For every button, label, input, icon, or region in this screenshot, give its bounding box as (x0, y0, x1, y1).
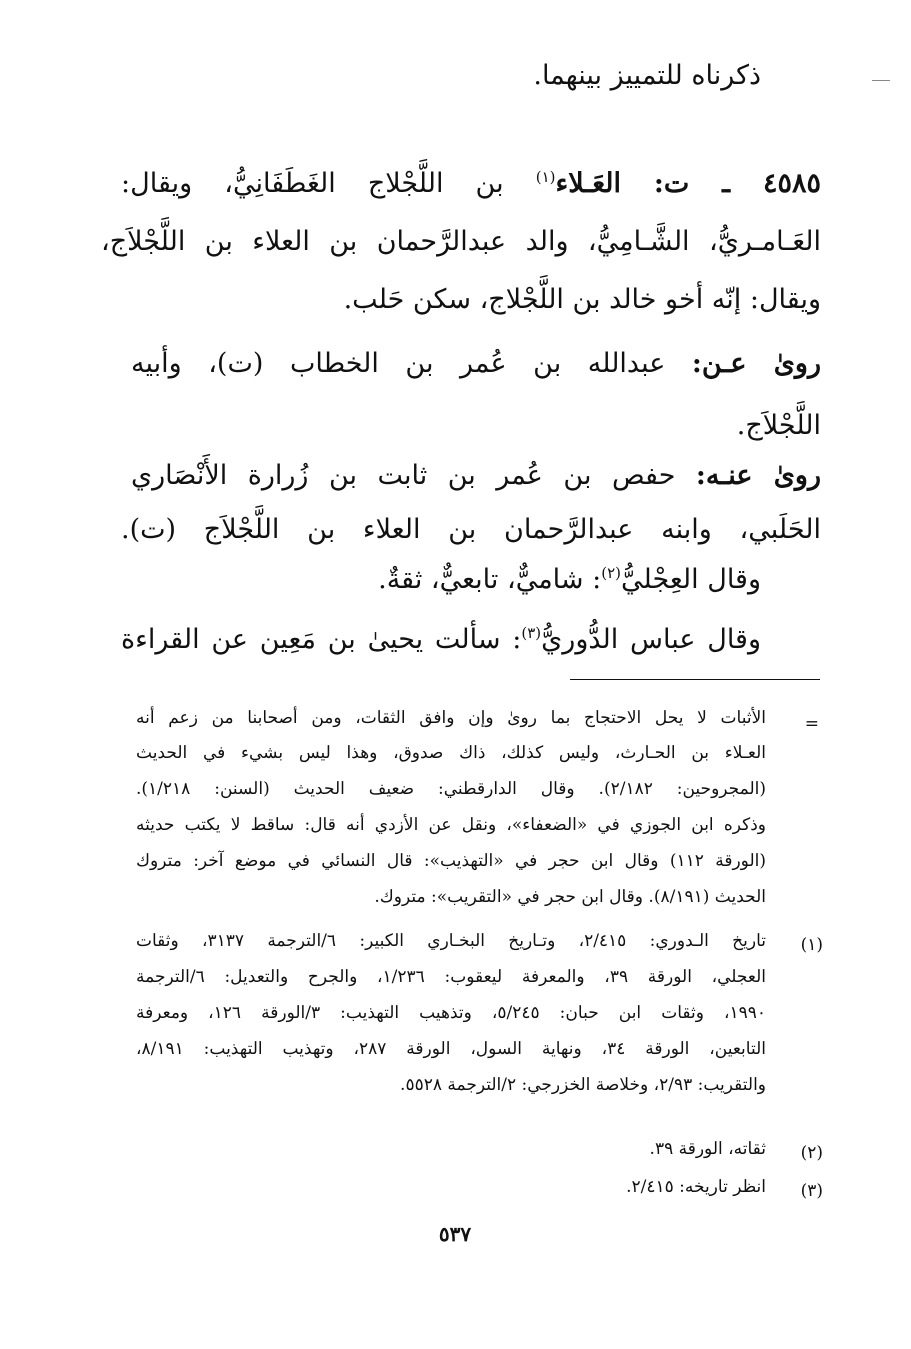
ijli-intro: وقال العِجْليُّ (621, 564, 761, 595)
footnote-cont-line: (الورقة ١١٢) وقال ابن حجر في «التهذيب»: قال النسائي في موضع آخر: متروك (136, 851, 766, 871)
scan-mark (872, 80, 890, 81)
narrated-from-line-2: اللَّجْلاَج. (736, 410, 821, 441)
page-number: ٥٣٧ (438, 1222, 472, 1246)
footnote-line: التابعين، الورقة ٣٤، ونهاية السول، الورقة ٢٨٧، وتهذيب التهذيب: ٨/١٩١، (136, 1039, 766, 1059)
footnote-ref-3: (٣) (521, 624, 542, 642)
duri-text: : سألت يحيىٰ بن مَعِين عن القراءة (121, 624, 522, 655)
continuation-line: ذكرناه للتمييز بينهما. (533, 60, 761, 91)
footnote-cont-line: العـلاء بن الحـارث، وليس كذلك، ذاك صدوق، وهذا ليس بشيء في الحديث (136, 743, 766, 763)
footnote-cont-line: وذكره ابن الجوزي في «الضعفاء»، ونقل عن الأزدي أنه قال: ساقط لا يكتب حديثه (136, 815, 766, 835)
ijli-text: : شاميٌّ، تابعيٌّ، ثقةٌ. (378, 564, 602, 595)
narrated-from-text: عبدالله بن عُمر بن الخطاب (ت)، وأبيه (131, 348, 692, 379)
footnote-line: ١٩٩٠، وثقات ابن حبان: ٥/٢٤٥، وتذهيب التهذيب: ٣/الورقة ١٢٦، ومعرفة (136, 1003, 766, 1023)
footnote-cont-line: (المجروحين: ٢/١٨٢). وقال الدارقطني: ضعيف الحديث (السنن: ١/٢١٨). (136, 779, 766, 799)
footnote-cont-line: الأثبات لا يحل الاحتجاج بما روىٰ وإن وافق الثقات، ومن أصحابنا من زعم أنه (136, 708, 767, 728)
footnote-line: والتقريب: ٢/٩٣، وخلاصة الخزرجي: ٢/الترجمة ٥٥٢٨. (400, 1075, 766, 1095)
duri-intro: وقال عباس الدُّوريُّ (541, 624, 761, 655)
entry-line-3: ويقال: إنّه أخو خالد بن اللَّجْلاج، سكن حَلب. (343, 284, 821, 315)
duri-line (121, 626, 761, 653)
footnote-line: انظر تاريخه: ٢/٤١٥. (626, 1177, 766, 1197)
narrated-by-line-1 (131, 462, 821, 489)
entry-line-2: العَـامـريُّ، الشَّـامِيُّ، والد عبدالرَّحمان بن العلاء بن اللَّجْلاَج، (101, 226, 821, 257)
narrated-from-label: روىٰ عـن: (691, 348, 821, 379)
footnote-line: ثقاته، الورقة ٣٩. (649, 1139, 766, 1159)
footnote-number: (٣) (800, 1181, 823, 1201)
footnote-cont-line: الحديث (٨/١٩١). وقال ابن حجر في «التقريب»: متروك. (374, 887, 766, 907)
footnote-continuation-marker: = (804, 714, 819, 734)
footnote-separator (570, 679, 820, 680)
ijli-line (378, 566, 761, 593)
entry-heading-rest: بن اللَّجْلاج الغَطَفَانِيُّ، ويقال: (121, 168, 536, 199)
footnote-line: تاريخ الـدوري: ٢/٤١٥، وتـاريخ البخـاري الكبير: ٦/الترجمة ٣١٣٧، وثقات (136, 931, 766, 951)
narrated-by-line-2: الحَلَبي، وابنه عبدالرَّحمان بن العلاء بن اللَّجْلاَج (ت). (121, 514, 821, 545)
entry-line-1 (121, 170, 821, 197)
footnote-ref-1: (١) (535, 168, 556, 186)
footnote-number: (٢) (800, 1143, 823, 1163)
footnote-ref-2: (٢) (601, 564, 621, 582)
footnote-number: (١) (800, 935, 823, 955)
narrated-from-line-1 (131, 350, 821, 377)
footnote-line: العجلي، الورقة ٣٩، والمعرفة ليعقوب: ١/٢٣٦، والجرح والتعديل: ٦/الترجمة (136, 967, 767, 987)
narrated-by-label: روىٰ عنـه: (695, 460, 821, 491)
entry-heading: ٤٥٨٥ ـ ت: العَـلاء (555, 168, 821, 199)
narrated-by-text: حفص بن عُمر بن ثابت بن زُرارة الأَنْصَاري (131, 460, 696, 491)
